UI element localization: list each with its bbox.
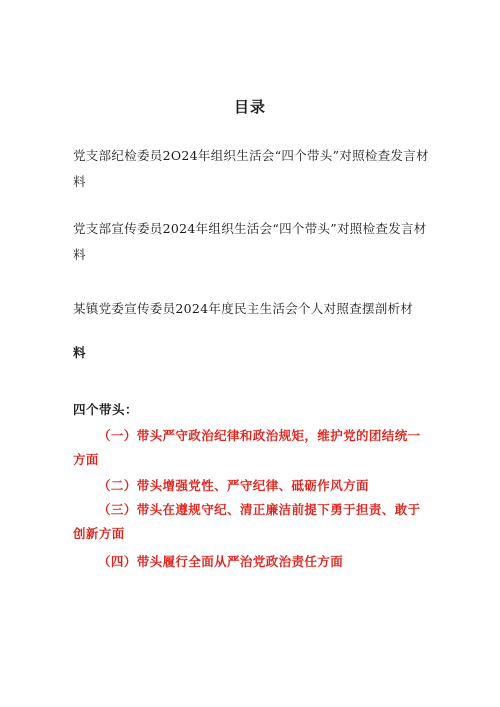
page-title: 目录 bbox=[233, 98, 266, 116]
toc-entry-3[interactable] bbox=[73, 296, 433, 366]
toc-entry-2[interactable]: 党支部宣传委员2024年组织生活会“四个带头”对照检查发言材料 bbox=[73, 221, 427, 262]
toc-entry-3-line2: 料 bbox=[73, 345, 86, 360]
toc-entry-1[interactable]: 党支部纪检委员2O24年组织生活会“四个带头”对照检查发言材料 bbox=[73, 148, 429, 189]
four-leads-heading: 四个带头： bbox=[73, 402, 139, 417]
four-leads-item-1: （一）带头严守政治纪律和政治规矩，维护党的团结统一方面 bbox=[73, 428, 421, 467]
toc-entry-3-line1: 某镇党委宣传委员2024年度民主生活会个人对照查摆剖析材 bbox=[73, 301, 414, 316]
four-leads-item-3: （三）带头在遵规守纪、清正廉洁前提下勇于担责、敢于创新方面 bbox=[73, 502, 421, 541]
four-leads-item-2: （二）带头增强党性、严守纪律、砥砺作风方面 bbox=[98, 478, 369, 493]
four-leads-item-4: （四）带头履行全面从严治党政治责任方面 bbox=[98, 554, 344, 569]
